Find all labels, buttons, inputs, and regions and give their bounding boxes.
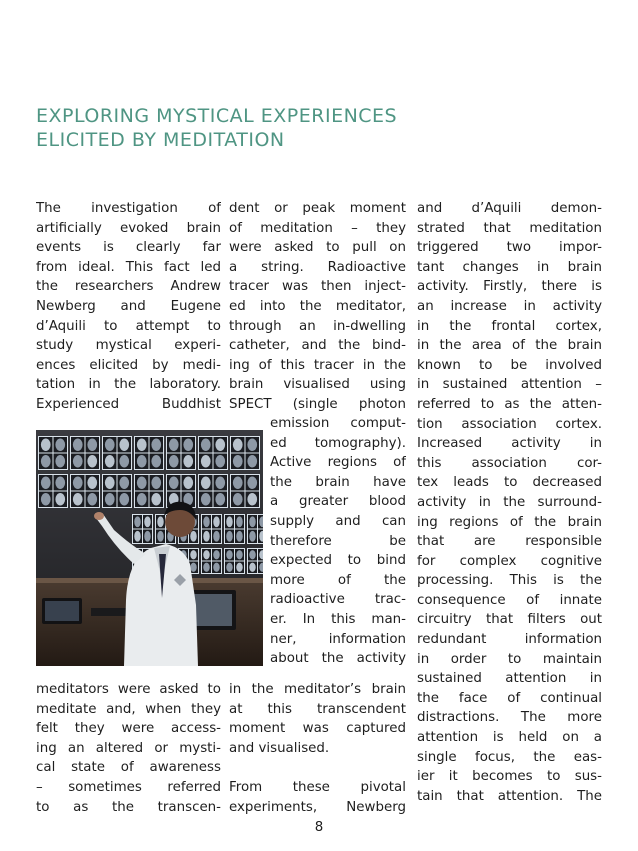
brain-scan-image <box>201 477 211 489</box>
text-line: events is clearly far <box>36 240 221 256</box>
brain-scan-image <box>105 477 115 489</box>
text-line: study mystical experi- <box>36 338 221 354</box>
text-line: ing an altered or mysti- <box>36 740 221 756</box>
text-line: more of the <box>270 572 406 588</box>
text-line: cal state of awareness <box>36 760 221 776</box>
text-line: a string. Radioactive <box>229 259 406 275</box>
brain-scan-image <box>236 550 242 559</box>
text-line: triggered two impor- <box>417 240 602 256</box>
text-line: tex leads to decreased <box>417 475 602 491</box>
text-line: ner, information <box>270 631 406 647</box>
brain-scan-image <box>144 516 150 527</box>
text-line: from ideal. This fact led <box>36 259 221 275</box>
text-line: Increased activity in <box>417 436 602 452</box>
text-line: From these pivotal <box>229 779 406 795</box>
brain-scan-image <box>134 531 140 542</box>
page-number: 8 <box>314 820 324 835</box>
text-line: circuitry that filters out <box>417 612 602 628</box>
text-line: strated that meditation <box>417 220 602 236</box>
text-line: SPECT (single photon <box>229 396 406 412</box>
column-2-wrap <box>270 414 406 669</box>
column-2-top <box>229 199 406 415</box>
text-line: Newberg and Eugene <box>36 298 221 314</box>
brain-scan-image <box>215 439 225 451</box>
brain-scan-image <box>226 516 232 527</box>
brain-scan-image <box>119 455 129 467</box>
text-line: distractions. The more <box>417 710 602 726</box>
brain-scan-image <box>247 493 257 505</box>
brain-scan-image <box>215 477 225 489</box>
text-line: – sometimes referred <box>36 779 221 795</box>
text-line: this association cor- <box>417 455 602 471</box>
text-line: The investigation of <box>36 201 221 216</box>
brain-scan-image <box>213 550 219 559</box>
brain-scan-image <box>134 516 140 527</box>
brain-scan-image <box>249 550 255 559</box>
brain-scan-image <box>73 477 83 489</box>
text-line: in the frontal cortex, <box>417 318 602 334</box>
brain-scan-image <box>157 531 163 542</box>
text-line: ing of this tracer in the <box>229 357 406 373</box>
brain-scan-image <box>137 477 147 489</box>
brain-scan-image <box>226 563 232 572</box>
text-line: ed tomography). <box>270 435 406 451</box>
brain-scan-image <box>213 531 219 542</box>
text-line: a greater blood <box>270 494 406 510</box>
brain-scan-image <box>247 439 257 451</box>
brain-scan-image <box>41 439 51 451</box>
brain-scan-image <box>233 493 243 505</box>
brain-scan-image <box>41 455 51 467</box>
brain-scan-image <box>236 516 242 527</box>
text-line: expected to bind <box>270 553 406 569</box>
text-line: sustained attention in <box>417 671 602 687</box>
brain-scan-image <box>137 493 147 505</box>
brain-scan-image <box>183 455 193 467</box>
brain-scan-image <box>87 477 97 489</box>
text-line: that are responsible <box>417 534 602 550</box>
brain-scan-image <box>169 477 179 489</box>
brain-scan-image <box>41 477 51 489</box>
brain-scan-image <box>41 493 51 505</box>
brain-scan-image <box>247 455 257 467</box>
text-line: and d’Aquili demon- <box>417 201 602 216</box>
brain-scan-image <box>169 455 179 467</box>
text-line: and visualised. <box>229 740 330 756</box>
brain-scan-image <box>119 493 129 505</box>
brain-scan-image <box>183 439 193 451</box>
text-line: tain that attention. The <box>417 788 602 804</box>
text-line: in the area of the brain <box>417 338 602 354</box>
text-line: Experienced Buddhist <box>36 396 221 412</box>
brain-scan-image <box>190 563 196 572</box>
text-line: of meditation – they <box>229 220 406 236</box>
text-line: about the activity <box>270 651 406 667</box>
text-line: an increase in activity <box>417 298 602 314</box>
text-line: dent or peak moment <box>229 201 406 216</box>
text-line: ing regions of the brain <box>417 514 602 530</box>
brain-scan-image <box>203 563 209 572</box>
column-3 <box>417 199 602 806</box>
section-heading-line-1: EXPLORING MYSTICAL EXPERIENCES <box>36 105 398 127</box>
brain-scan-image <box>233 477 243 489</box>
text-line: Active regions of <box>270 455 406 471</box>
text-line: radioactive trac- <box>270 592 406 608</box>
text-line: redundant information <box>417 632 602 648</box>
text-line: brain visualised using <box>229 377 406 393</box>
text-line: ences elicited by medi- <box>36 357 221 373</box>
brain-scan-image <box>249 531 255 542</box>
text-line: for complex cognitive <box>417 553 602 569</box>
text-line: tracer was then inject- <box>229 279 406 295</box>
section-heading <box>36 104 556 152</box>
brain-scan-image <box>203 550 209 559</box>
text-line: tion association cortex. <box>417 416 602 432</box>
text-line: processing. This is the <box>417 573 602 589</box>
text-line: consequence of innate <box>417 592 602 608</box>
text-line: through an in-dwelling <box>229 318 406 334</box>
text-line: in the meditator’s brain <box>229 682 406 697</box>
text-line: catheter, and the bind- <box>229 338 406 354</box>
brain-scan-image <box>55 493 65 505</box>
brain-scan-image <box>157 516 163 527</box>
brain-scan-image <box>213 563 219 572</box>
brain-scan-image <box>190 550 196 559</box>
text-line: artificially evoked brain <box>36 220 221 236</box>
text-line: experiments, Newberg <box>229 799 406 815</box>
brain-scan-image <box>151 477 161 489</box>
brain-scan-image <box>87 439 97 451</box>
text-line <box>229 758 406 778</box>
brain-scan-image <box>105 439 115 451</box>
photo-illustration <box>36 430 263 666</box>
text-line: ier it becomes to sus- <box>417 769 602 785</box>
brain-scan-image <box>236 563 242 572</box>
text-line: tant changes in brain <box>417 259 602 275</box>
text-line: ed into the meditator, <box>229 298 406 314</box>
brain-scan-image <box>249 563 255 572</box>
section-heading-line-2: ELICITED BY MEDITATION <box>36 129 285 151</box>
brain-scan-image <box>87 455 97 467</box>
text-line: felt they were access- <box>36 721 221 737</box>
brain-scan-image <box>233 439 243 451</box>
brain-scan-image <box>137 455 147 467</box>
brain-scan-image <box>144 531 150 542</box>
text-line: emission comput- <box>270 416 406 431</box>
brain-scan-image <box>190 531 196 542</box>
brain-scan-image <box>105 455 115 467</box>
brain-scan-image <box>249 516 255 527</box>
column-1-bottom <box>36 680 221 817</box>
text-line: known to be involved <box>417 357 602 373</box>
brain-scan-image <box>215 455 225 467</box>
text-line: to as the transcen- <box>36 799 221 815</box>
brain-scan-image <box>73 439 83 451</box>
text-line: were asked to pull on <box>229 240 406 256</box>
brain-scan-image <box>151 439 161 451</box>
photo-brain-scans-lab <box>36 430 263 666</box>
text-line: at this transcendent <box>229 701 406 717</box>
brain-scan-image <box>226 531 232 542</box>
text-line: meditators were asked to <box>36 682 221 697</box>
text-line: referred to as the atten- <box>417 396 602 412</box>
text-line: er. In this man- <box>270 611 406 627</box>
brain-scan-image <box>201 439 211 451</box>
brain-scan-image <box>55 477 65 489</box>
text-line: d’Aquili to attempt to <box>36 318 221 334</box>
text-line: single focus, the eas- <box>417 749 602 765</box>
brain-scan-image <box>233 455 243 467</box>
brain-scan-image <box>137 439 147 451</box>
text-line: meditate and, when they <box>36 701 221 717</box>
brain-scan-image <box>203 516 209 527</box>
brain-scan-image <box>119 477 129 489</box>
text-line: supply and can <box>270 513 406 529</box>
brain-scan-image <box>201 493 211 505</box>
text-line: attention is held on a <box>417 730 602 746</box>
brain-scan-image <box>213 516 219 527</box>
brain-scan-image <box>226 550 232 559</box>
text-line: tation in the laboratory. <box>36 377 221 393</box>
brain-scan-image <box>73 493 83 505</box>
brain-scan-image <box>55 439 65 451</box>
brain-scan-image <box>87 493 97 505</box>
brain-scan-image <box>105 493 115 505</box>
brain-scan-image <box>55 455 65 467</box>
brain-scan-image <box>119 439 129 451</box>
brain-scan-image <box>73 455 83 467</box>
brain-scan-image <box>151 493 161 505</box>
brain-scan-image <box>236 531 242 542</box>
text-line: the face of continual <box>417 690 602 706</box>
brain-scan-image <box>203 531 209 542</box>
text-line: the researchers Andrew <box>36 279 221 295</box>
brain-scan-image <box>183 477 193 489</box>
brain-scan-image <box>151 455 161 467</box>
column-1-top <box>36 199 221 415</box>
brain-scan-image <box>201 455 211 467</box>
column-2-bottom <box>229 680 406 817</box>
text-line: in order to maintain <box>417 651 602 667</box>
text-line: activity. Firstly, there is <box>417 279 602 295</box>
brain-scan-image <box>215 493 225 505</box>
brain-scan-image <box>247 477 257 489</box>
text-line: activity in the surround- <box>417 494 602 510</box>
text-line: in sustained attention – <box>417 377 602 393</box>
text-line: therefore be <box>270 533 406 549</box>
text-line: moment was captured <box>229 721 406 737</box>
brain-scan-image <box>169 439 179 451</box>
text-line: the brain have <box>270 474 406 490</box>
